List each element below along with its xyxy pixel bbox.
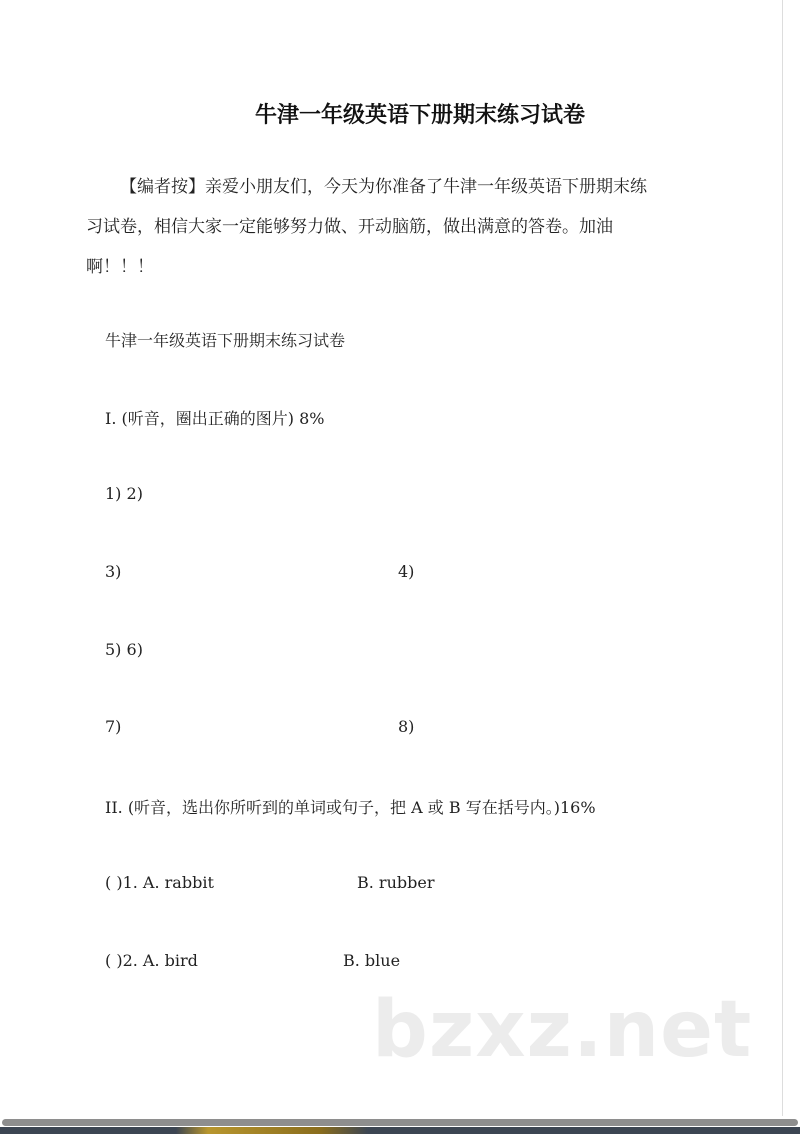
document-title: 牛津一年级英语下册期末练习试卷: [254, 103, 585, 128]
question-3: 3): [105, 562, 122, 581]
background-strip: [0, 1127, 800, 1134]
question-8: 8): [398, 717, 415, 736]
horizontal-scrollbar[interactable]: [2, 1119, 798, 1126]
question-2-2-option-b: B. blue: [343, 951, 401, 970]
section-2-heading: II. (听音，选出你所听到的单词或句子，把 A 或 B 写在括号内。)16%: [105, 798, 596, 817]
watermark: bzxz.net: [372, 985, 753, 1075]
intro-line-1: 【编者按】亲爱小朋友们，今天为你准备了牛津一年级英语下册期末练: [120, 177, 647, 197]
question-5-6: 5) 6): [105, 640, 143, 659]
question-2-1-option-a: ( )1. A. rabbit: [105, 873, 214, 892]
question-4: 4): [398, 562, 415, 581]
intro-line-2: 习试卷，相信大家一定能够努力做、开动脑筋，做出满意的答卷。加油: [86, 217, 613, 237]
question-7: 7): [105, 717, 122, 736]
question-2-2-option-a: ( )2. A. bird: [105, 951, 198, 970]
section-1-heading: I. (听音，圈出正确的图片) 8%: [105, 409, 325, 428]
question-1-2: 1) 2): [105, 484, 143, 503]
intro-line-3: 啊！！！: [86, 257, 154, 277]
question-2-1-option-b: B. rubber: [357, 873, 435, 892]
subtitle: 牛津一年级英语下册期末练习试卷: [105, 331, 346, 350]
